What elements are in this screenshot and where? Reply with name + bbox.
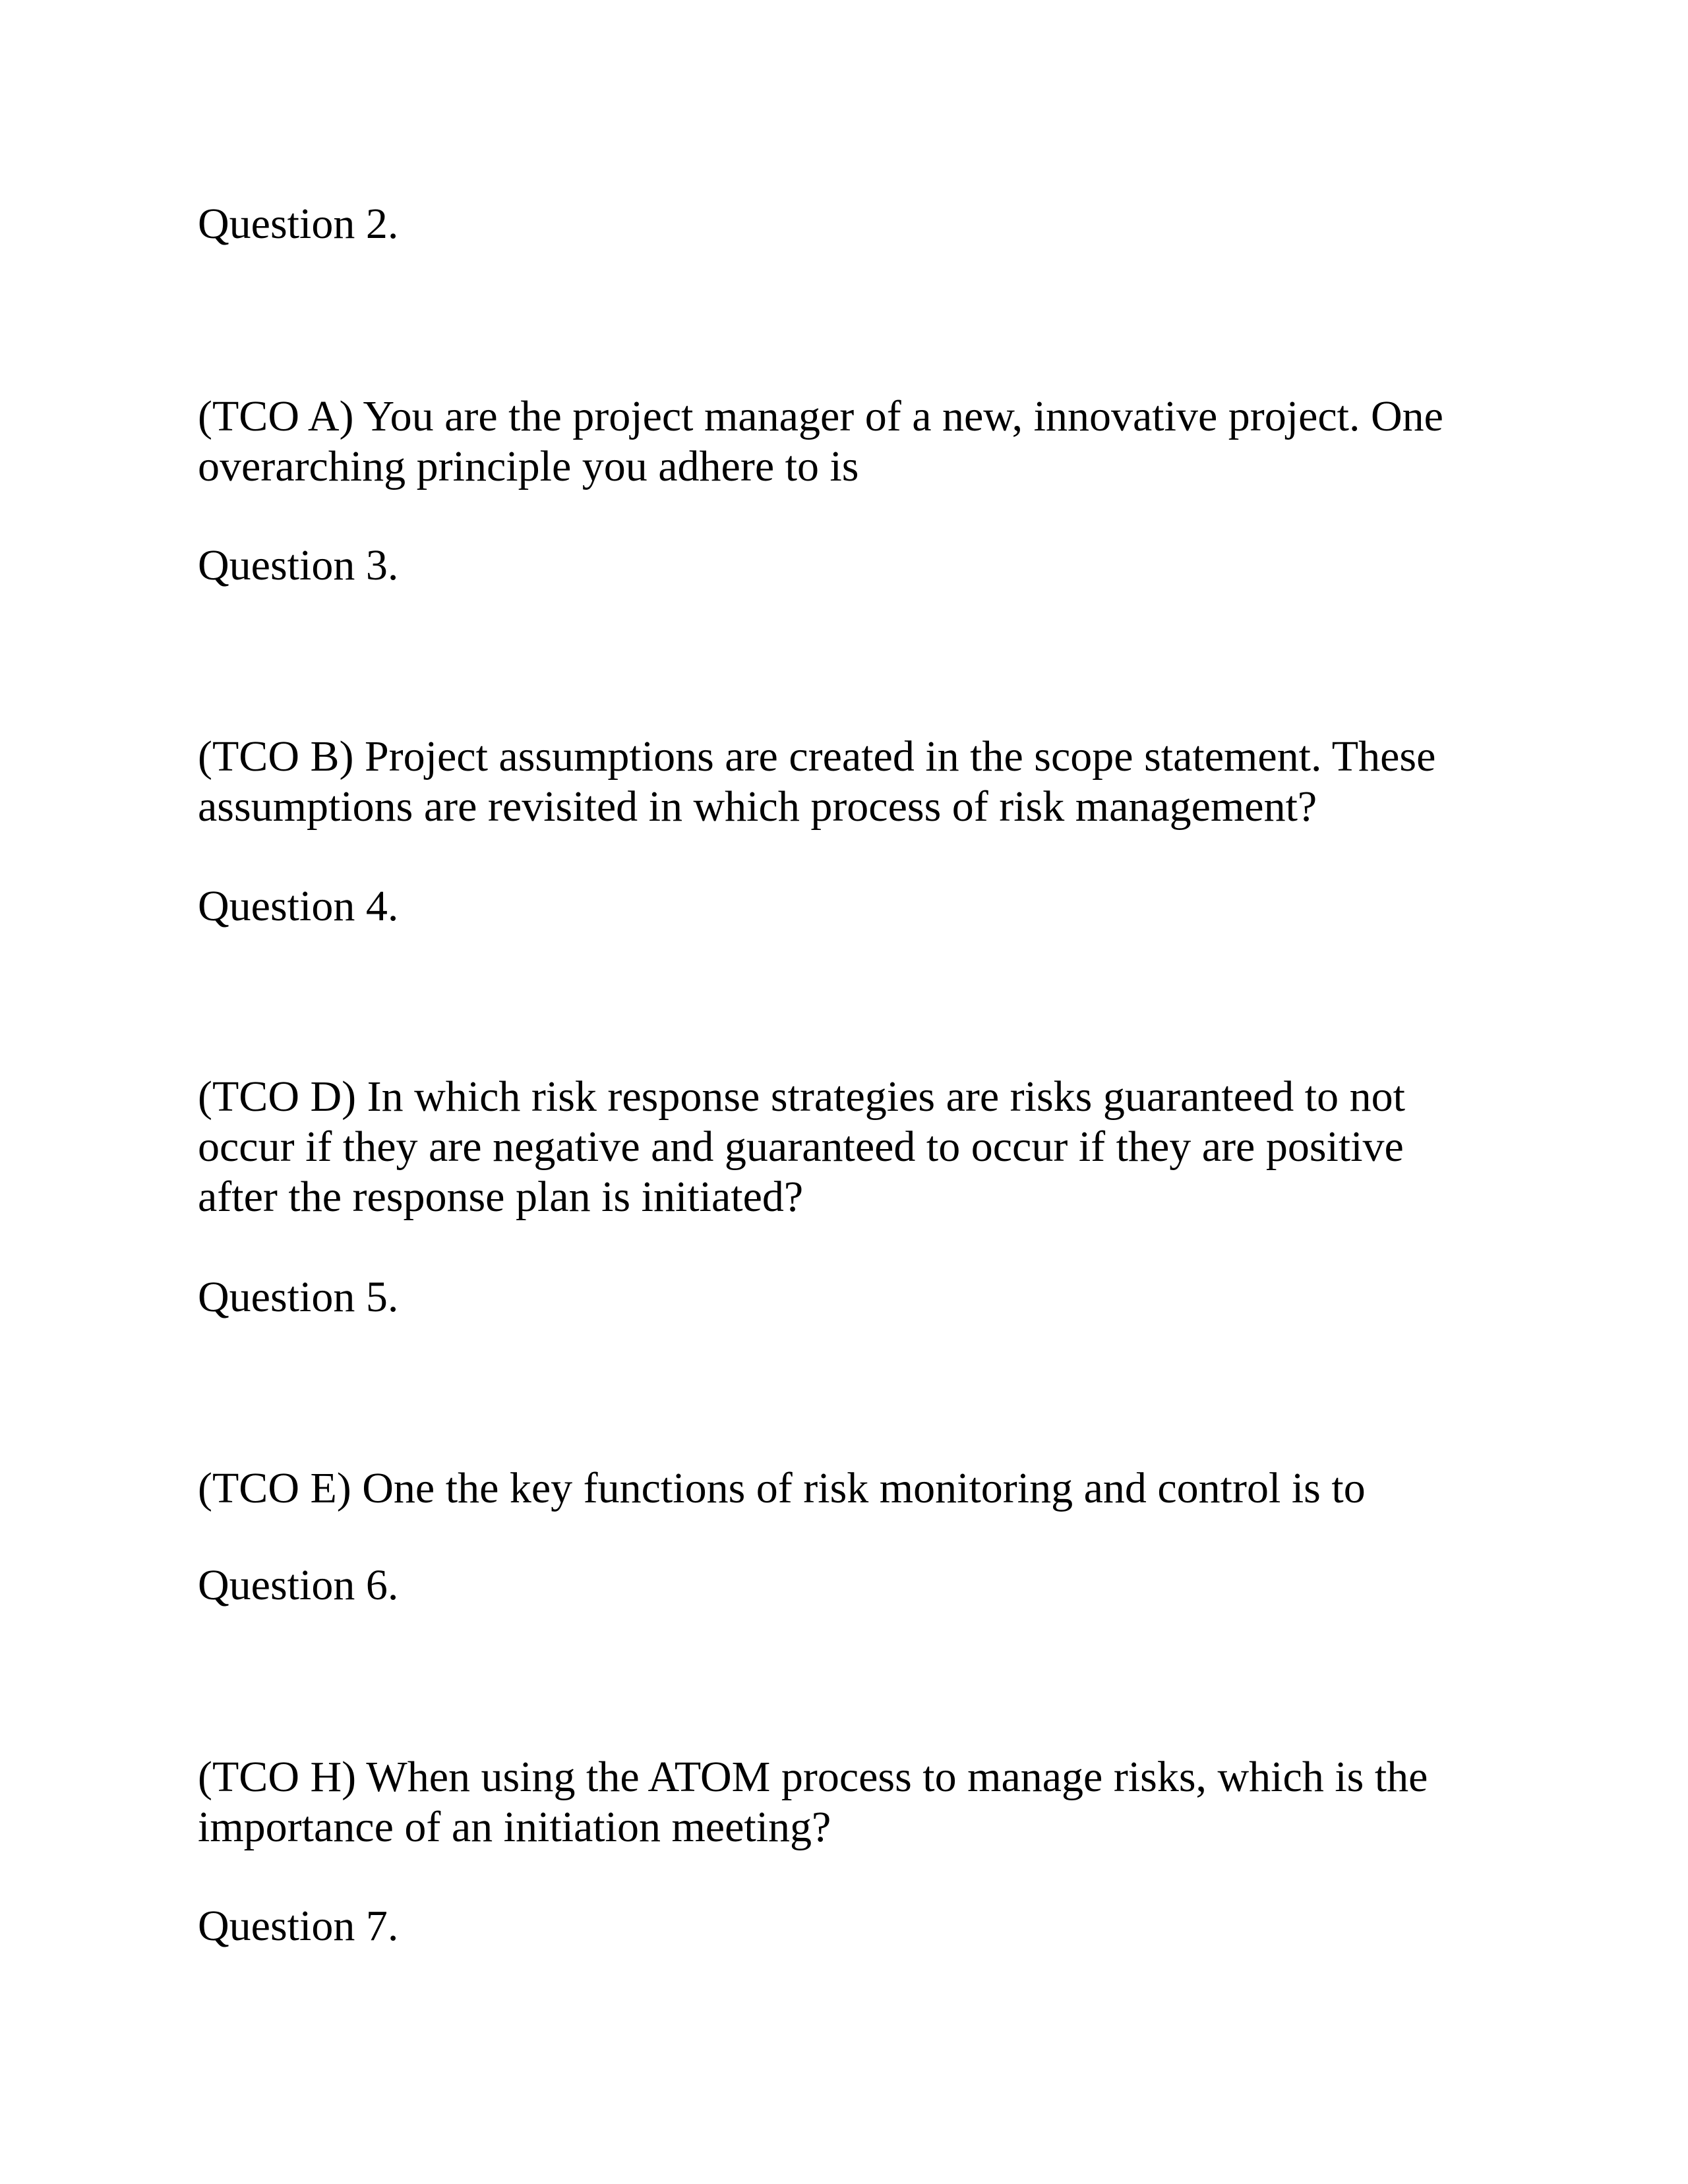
question-2-heading: Question 2. [198,200,399,248]
question-4-heading: Question 4. [198,882,399,930]
question-3-heading: Question 3. [198,541,399,589]
question-6-heading: Question 6. [198,1561,399,1609]
question-6-text [198,1752,1428,1852]
question-text-line: assumptions are revisited in which process of risk management? [198,782,1317,831]
question-text-line: (TCO E) One the key functions of risk monitoring and control is to [198,1464,1366,1512]
question-text-line: importance of an initiation meeting? [198,1803,831,1851]
question-text-line: overarching principle you adhere to is [198,442,859,490]
question-5-heading: Question 5. [198,1273,399,1321]
question-text-line: occur if they are negative and guaranteed to occur if they are positive [198,1123,1404,1171]
question-text-line: after the response plan is initiated? [198,1173,804,1221]
question-text-line: (TCO D) In which risk response strategies are risks guaranteed to not [198,1073,1405,1121]
question-4-text [198,1072,1405,1222]
question-text-line: (TCO A) You are the project manager of a new, innovative project. One [198,392,1443,440]
question-2-text [198,392,1443,492]
question-5-text [198,1463,1366,1514]
question-7-heading: Question 7. [198,1902,399,1950]
question-3-text [198,732,1435,832]
question-text-line: (TCO H) When using the ATOM process to manage risks, which is the [198,1753,1428,1801]
question-text-line: (TCO B) Project assumptions are created in the scope statement. These [198,732,1436,781]
